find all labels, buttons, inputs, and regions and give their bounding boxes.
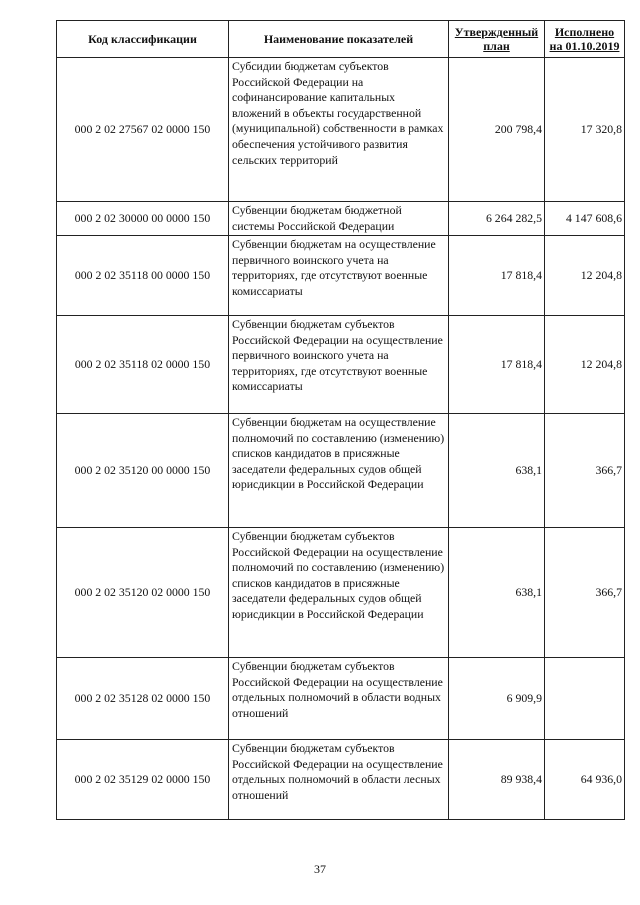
row-code: 000 2 02 35129 02 0000 150	[57, 740, 229, 820]
row-plan: 200 798,4	[449, 58, 545, 202]
row-code: 000 2 02 27567 02 0000 150	[57, 58, 229, 202]
page-number: 37	[314, 862, 326, 876]
row-plan: 17 818,4	[449, 236, 545, 316]
row-plan: 17 818,4	[449, 316, 545, 414]
row-done: 64 936,0	[545, 740, 625, 820]
row-done: 366,7	[545, 414, 625, 528]
row-plan: 6 264 282,5	[449, 202, 545, 236]
row-name: Субвенции бюджетам на осуществление первичного воинского учета на территориях, где отсутствуют военные комиссариаты	[229, 236, 449, 316]
row-done: 12 204,8	[545, 316, 625, 414]
row-code: 000 2 02 30000 00 0000 150	[57, 202, 229, 236]
table-row	[57, 202, 625, 236]
row-name: Субсидии бюджетам субъектов Российской Федерации на софинансирование капитальных вложений в объекты государственной (муниципальной) собственности в рамках обеспечения устойчивого развития сельских территорий	[229, 58, 449, 202]
table-row	[57, 658, 625, 740]
row-done: 12 204,8	[545, 236, 625, 316]
table-row	[57, 740, 625, 820]
row-done	[545, 658, 625, 740]
row-done: 17 320,8	[545, 58, 625, 202]
header-done: Исполнено на 01.10.2019	[545, 21, 625, 58]
row-name: Субвенции бюджетам субъектов Российской Федерации на осуществление первичного воинского учета на территориях, где отсутствуют военные комиссариаты	[229, 316, 449, 414]
row-code: 000 2 02 35120 02 0000 150	[57, 528, 229, 658]
row-plan: 638,1	[449, 414, 545, 528]
row-done: 366,7	[545, 528, 625, 658]
row-code: 000 2 02 35118 00 0000 150	[57, 236, 229, 316]
row-plan: 6 909,9	[449, 658, 545, 740]
table-row	[57, 236, 625, 316]
budget-execution-table	[56, 20, 625, 820]
table-row	[57, 528, 625, 658]
budget-table-container	[56, 20, 624, 820]
header-name: Наименование показателей	[229, 21, 449, 58]
header-plan: Утвержденный план	[449, 21, 545, 58]
row-code: 000 2 02 35118 02 0000 150	[57, 316, 229, 414]
row-code: 000 2 02 35128 02 0000 150	[57, 658, 229, 740]
row-name: Субвенции бюджетам субъектов Российской Федерации на осуществление отдельных полномочий в области водных отношений	[229, 658, 449, 740]
table-row	[57, 414, 625, 528]
header-code: Код классификации	[57, 21, 229, 58]
row-name: Субвенции бюджетам субъектов Российской Федерации на осуществление полномочий по составлению (изменению) списков кандидатов в присяжные заседатели федеральных судов общей юрисдикции в Российской Федерации	[229, 528, 449, 658]
row-code: 000 2 02 35120 00 0000 150	[57, 414, 229, 528]
table-header-row	[57, 21, 625, 58]
row-done: 4 147 608,6	[545, 202, 625, 236]
row-plan: 89 938,4	[449, 740, 545, 820]
row-name: Субвенции бюджетам субъектов Российской Федерации на осуществление отдельных полномочий в области лесных отношений	[229, 740, 449, 820]
row-name: Субвенции бюджетам бюджетной системы Российской Федерации	[229, 202, 449, 236]
row-plan: 638,1	[449, 528, 545, 658]
table-row	[57, 58, 625, 202]
row-name: Субвенции бюджетам на осуществление полномочий по составлению (изменению) списков кандидатов в присяжные заседатели федеральных судов общей юрисдикции в Российской Федерации	[229, 414, 449, 528]
table-row	[57, 316, 625, 414]
